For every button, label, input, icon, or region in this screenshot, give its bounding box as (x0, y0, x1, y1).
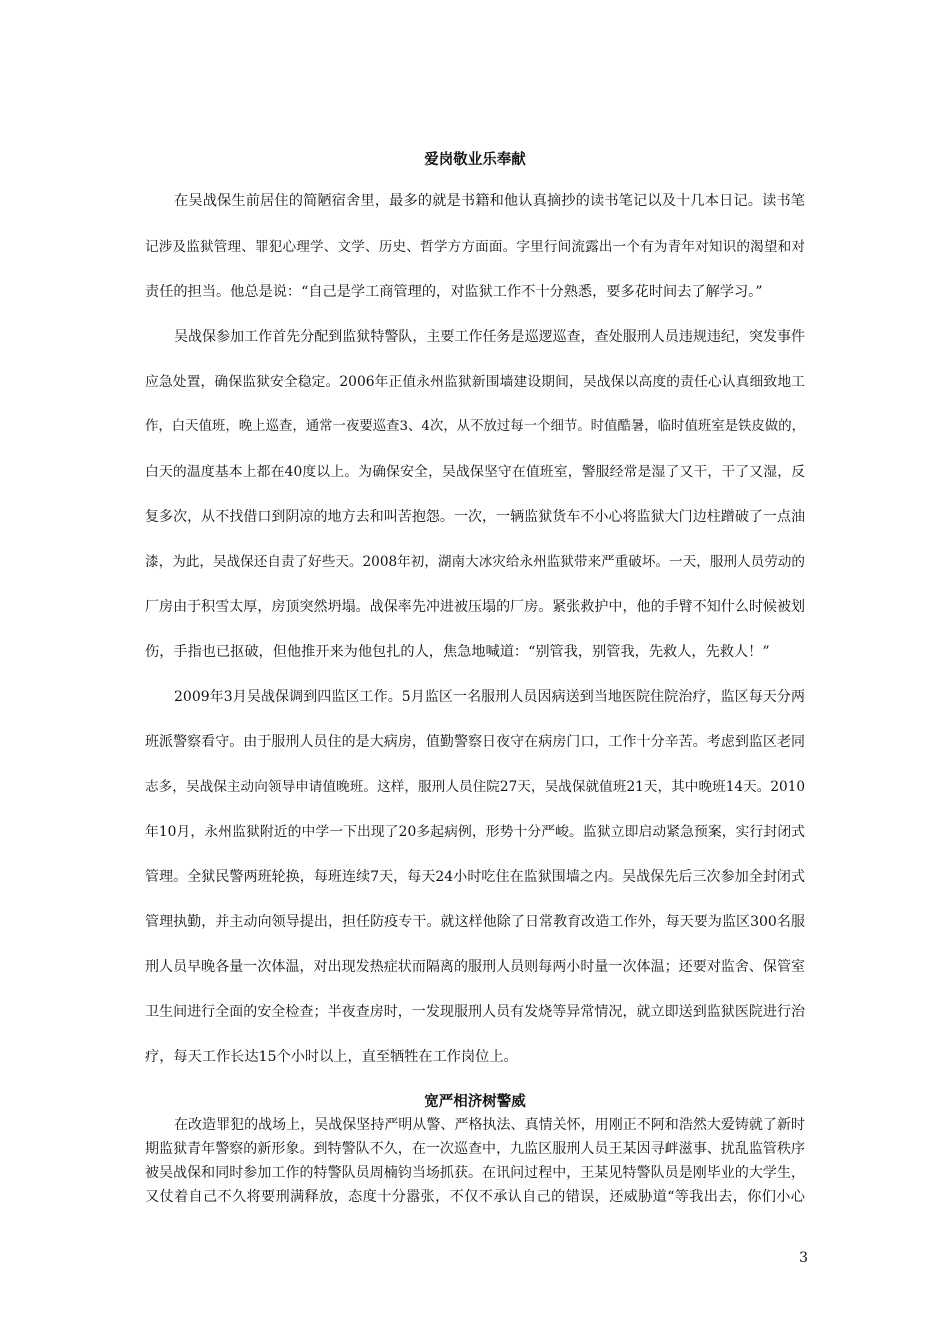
paragraph-line: 应急处置，确保监狱安全稳定。2006年正值永州监狱新围墙建设期间，吴战保以高度的责任心认真细致地工 (145, 374, 805, 390)
paragraph-line: 漆，为此，吴战保还自责了好些天。2008年初，湖南大冰灾给永州监狱带来严重破坏。一天，服刑人员劳动的 (145, 554, 805, 570)
paragraph-line: 复多次，从不找借口到阴凉的地方去和叫苦抱怨。一次，一辆监狱货车不小心将监狱大门边柱蹭破了一点油 (145, 509, 805, 525)
paragraph-line: 被吴战保和同时参加工作的特警队员周楠钧当场抓获。在讯问过程中，王某见特警队员是刚毕业的大学生， (145, 1165, 805, 1181)
paragraph-line: 作，白天值班，晚上巡查，通常一夜要巡查3、4次，从不放过每一个细节。时值酷暑，临时值班室是铁皮做的， (145, 419, 805, 434)
section-title-2: 宽严相济树警威 (424, 1094, 526, 1110)
paragraph-line: 班派警察看守。由于服刑人员住的是大病房，值勤警察日夜守在病房门口，工作十分辛苦。考虑到监区老同 (145, 734, 805, 750)
paragraph-line: 卫生间进行全面的安全检查；半夜查房时，一发现服刑人员有发烧等异常情况，就立即送到监狱医院进行治 (145, 1004, 805, 1020)
paragraph-line: 在吴战保生前居住的简陋宿舍里，最多的就是书籍和他认真摘抄的读书笔记以及十几本日记。读书笔 (174, 193, 805, 209)
paragraph-line: 厂房由于积雪太厚，房顶突然坍塌。战保率先冲进被压塌的厂房。紧张救护中，他的手臂不知什么时候被划 (145, 599, 805, 615)
paragraph-line: 志多，吴战保主动向领导申请值晚班。这样，服刑人员住院27天，吴战保就值班21天，其中晚班14天。2010 (145, 779, 805, 795)
paragraph-line: 年10月，永州监狱附近的中学一下出现了20多起病例，形势十分严峻。监狱立即启动紧急预案，实行封闭式 (145, 824, 805, 840)
paragraph-line: 管理执勤，并主动向领导提出，担任防疫专干。就这样他除了日常教育改造工作外，每天要为监区300名服 (145, 914, 805, 930)
paragraph-line: 记涉及监狱管理、罪犯心理学、文学、历史、哲学方方面面。字里行间流露出一个有为青年对知识的渴望和对 (145, 239, 805, 255)
paragraph-line: 又仗着自己不久将要刑满释放，态度十分嚣张，不仅不承认自己的错误，还威胁道“等我出去，你们小心 (145, 1189, 805, 1205)
paragraph-line: 管理。全狱民警两班轮换，每班连续7天，每天24小时吃住在监狱围墙之内。吴战保先后三次参加全封闭式 (145, 869, 805, 885)
paragraph-line: 期监狱青年警察的新形象。到特警队不久，在一次巡查中，九监区服刑人员王某因寻衅滋事、扰乱监管秩序 (145, 1141, 805, 1157)
paragraph-line: 2009年3月吴战保调到四监区工作。5月监区一名服刑人员因病送到当地医院住院治疗，监区每天分两 (174, 689, 805, 705)
paragraph-line: 白天的温度基本上都在40度以上。为确保安全，吴战保坚守在值班室，警服经常是湿了又干，干了又湿，反 (145, 464, 805, 480)
page-number: 3 (799, 1250, 808, 1266)
paragraph-line: 在改造罪犯的战场上，吴战保坚持严明从警、严格执法、真情关怀，用刚正不阿和浩然大爱铸就了新时 (174, 1117, 805, 1133)
paragraph-line: 吴战保参加工作首先分配到监狱特警队，主要工作任务是巡逻巡查，查处服刑人员违规违纪，突发事件 (174, 329, 805, 345)
paragraph-line: 疗，每天工作长达15个小时以上，直至牺牲在工作岗位上。 (145, 1049, 518, 1065)
paragraph-line: 责任的担当。他总是说：“自己是学工商管理的，对监狱工作不十分熟悉，要多花时间去了解学习。” (145, 284, 763, 300)
paragraph-line: 刑人员早晚各量一次体温，对出现发热症状而隔离的服刑人员则每两小时量一次体温；还要对监舍、保管室 (145, 959, 805, 975)
paragraph-line: 伤，手指也已抠破，但他推开来为他包扎的人，焦急地喊道：“别管我，别管我，先救人，先救人！” (145, 644, 770, 660)
section-title-1: 爱岗敬业乐奉献 (424, 152, 526, 168)
